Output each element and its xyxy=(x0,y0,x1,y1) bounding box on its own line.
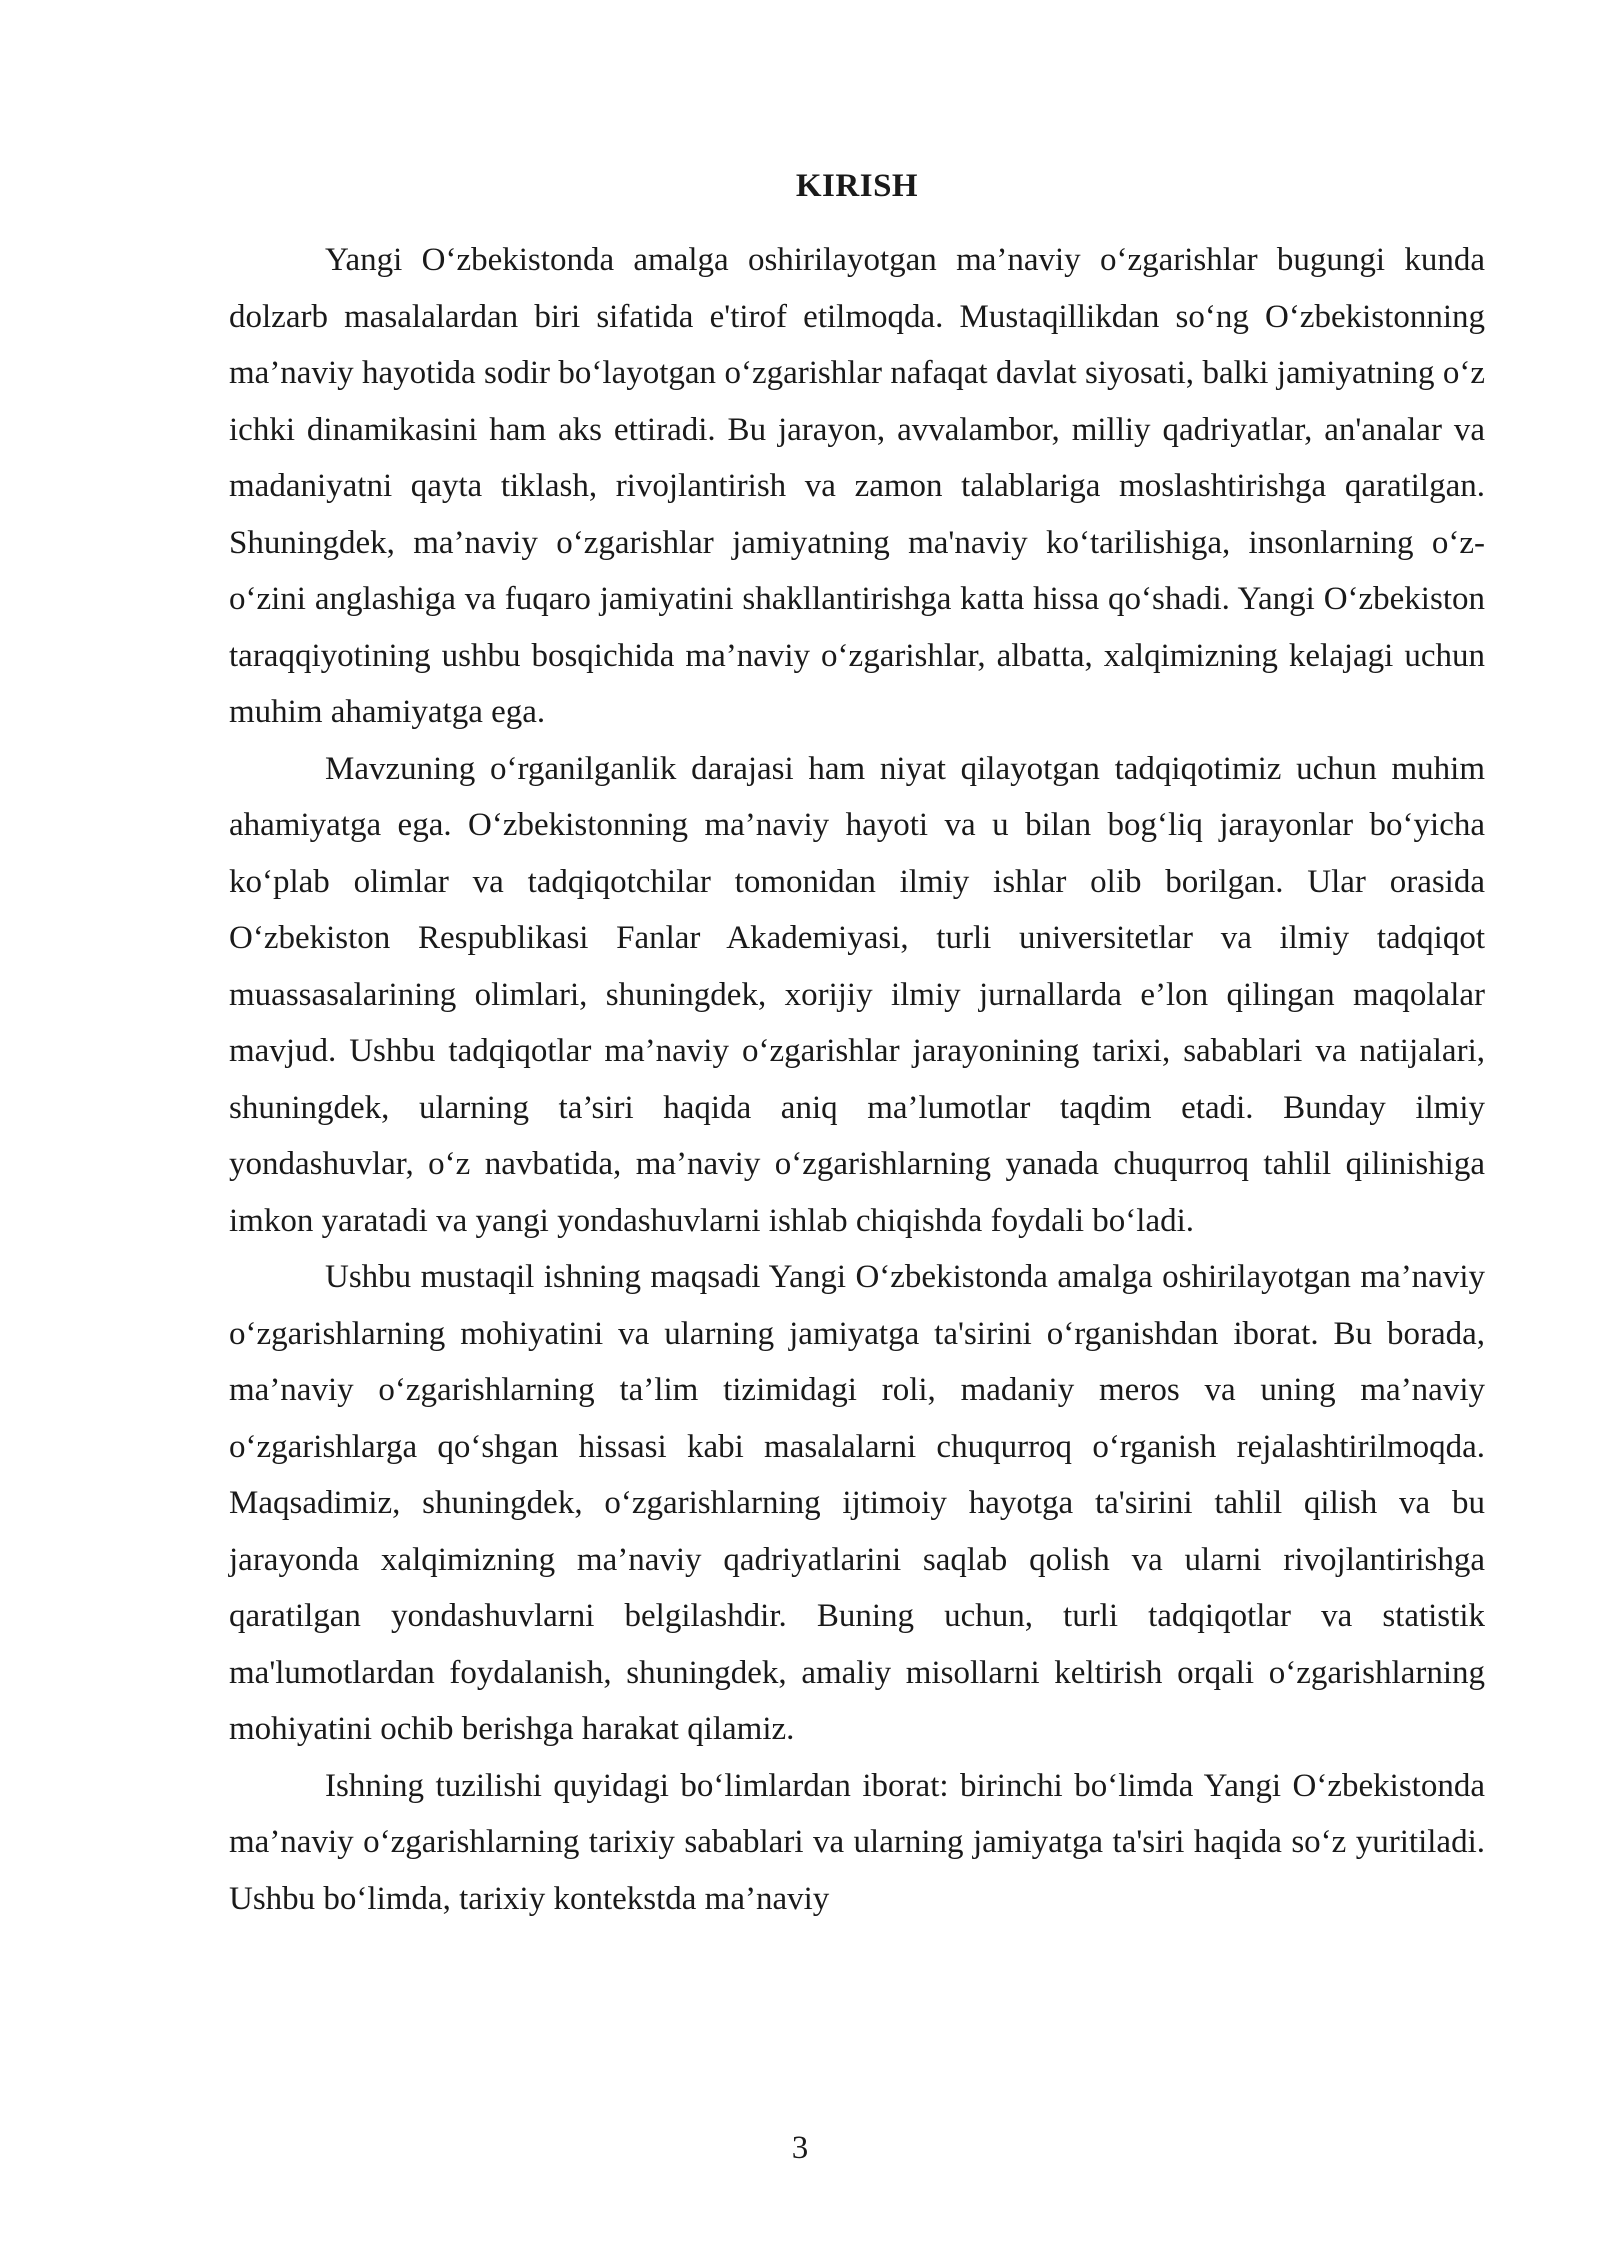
paragraph-aim: Ushbu mustaqil ishning maqsadi Yangi O‘zbekistonda amalga oshirilayotgan ma’naviy o‘zgarishlarning mohiyatini va ularning jamiyatga ta'sirini o‘rganishdan iborat. Bu borada, ma’naviy o‘zgarishlarning ta’lim tizimidagi roli, madaniy meros va uning ma’naviy o‘zgarishlarga qo‘shgan hissasi kabi masalalarni chuqurroq o‘rganish rejalashtirilmoqda. Maqsadimiz, shuningdek, o‘zgarishlarning ijtimoiy hayotga ta'sirini tahlil qilish va bu jarayonda xalqimizning ma’naviy qadriyatlarini saqlab qolish va ularni rivojlantirishga qaratilgan yondashuvlarni belgilashdir. Buning uchun, turli tadqiqotlar va statistik ma'lumotlardan foydalanish, shuningdek, amaliy misollarni keltirish orqali o‘zgarishlarning mohiyatini ochib berishga harakat qilamiz. xyxy=(229,1259,1485,1747)
paragraph-literature: Mavzuning o‘rganilganlik darajasi ham niyat qilayotgan tadqiqotimiz uchun muhim ahamiyatga ega. O‘zbekistonning ma’naviy hayoti va u bilan bog‘liq jarayonlar bo‘yicha ko‘plab olimlar va tadqiqotchilar tomonidan ilmiy ishlar olib borilgan. Ular orasida O‘zbekiston Respublikasi Fanlar Akademiyasi, turli universitetlar va ilmiy tadqiqot muassasalarining olimlari, shuningdek, xorijiy ilmiy jurnallarda e’lon qilingan maqolalar mavjud. Ushbu tadqiqotlar ma’naviy o‘zgarishlar jarayonining tarixi, sabablari va natijalari, shuningdek, ularning ta’siri haqida aniq ma’lumotlar taqdim etadi. Bunday ilmiy yondashuvlar, o‘z navbatida, ma’naviy o‘zgarishlarning yanada chuqurroq tahlil qilinishiga imkon yaratadi va yangi yondashuvlarni ishlab chiqishda foydali bo‘ladi. xyxy=(229,750,1485,1239)
section-title: KIRISH xyxy=(795,168,919,204)
page-number: 3 xyxy=(791,2130,809,2166)
document-page xyxy=(229,160,1485,1927)
paragraph-intro: Yangi O‘zbekistonda amalga oshirilayotgan ma’naviy o‘zgarishlar bugungi kunda dolzarb masalalardan biri sifatida e'tirof etilmoqda. Mustaqillikdan so‘ng O‘zbekistonning ma’naviy hayotida sodir bo‘layotgan o‘zgarishlar nafaqat davlat siyosati, balki jamiyatning o‘z ichki dinamikasini ham aks ettiradi. Bu jarayon, avvalambor, milliy qadriyatlar, an'analar va madaniyatni qayta tiklash, rivojlantirish va zamon talablariga moslashtirishga qaratilgan. Shuningdek, ma’naviy o‘zgarishlar jamiyatning ma'naviy ko‘tarilishiga, insonlarning o‘z-o‘zini anglashiga va fuqaro jamiyatini shakllantirishga katta hissa qo‘shadi. Yangi O‘zbekiston taraqqiyotining ushbu bosqichida ma’naviy o‘zgarishlar, albatta, xalqimizning kelajagi uchun muhim ahamiyatga ega. xyxy=(229,242,1485,730)
paragraph-structure: Ishning tuzilishi quyidagi bo‘limlardan iborat: birinchi bo‘limda Yangi O‘zbekistonda ma’naviy o‘zgarishlarning tarixiy sabablari va ularning jamiyatga ta'siri haqida so‘z yuritiladi. Ushbu bo‘limda, tarixiy kontekstda ma’naviy xyxy=(229,1767,1485,1917)
